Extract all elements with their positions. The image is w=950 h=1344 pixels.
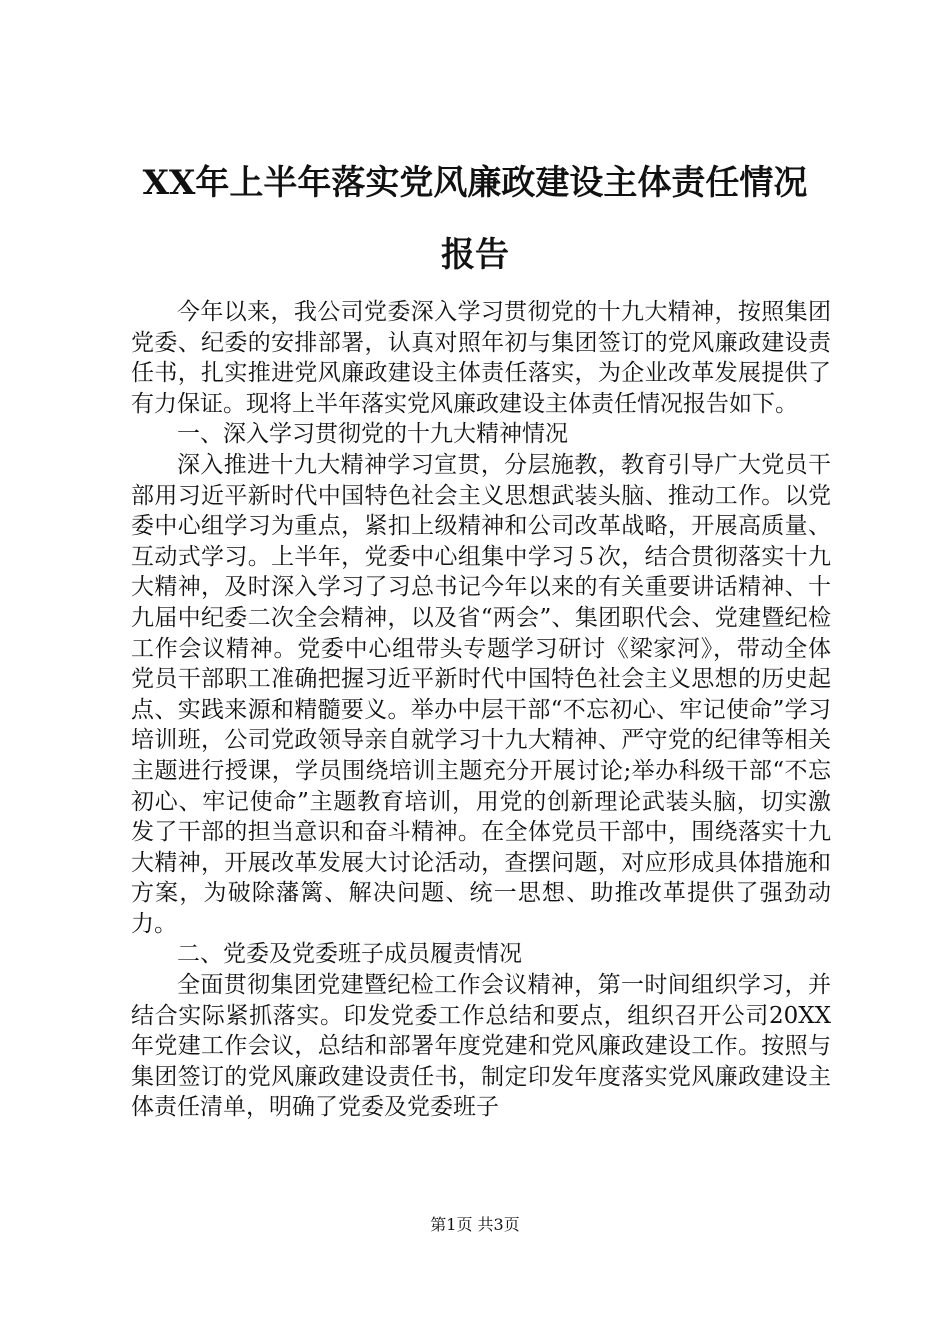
- document-title-line-2: 报告: [441, 235, 509, 275]
- page-number-footer: 第1页 共3页: [430, 1215, 520, 1234]
- document-body: [131, 297, 831, 1123]
- section-heading-2: 二、党委及党委班子成员履责情况: [177, 941, 522, 968]
- paragraph-intro: 今年以来，我公司党委深入学习贯彻党的十九大精神，按照集团党委、纪委的安排部署，认真对照年初与集团签订的党风廉政建设责任书，扎实推进党风廉政建设主体责任落实，为企业改革发展提供了有力保证。现将上半年落实党风廉政建设主体责任情况报告如下。: [131, 299, 831, 417]
- document-title-line-1: XX年上半年落实党风廉政建设主体责任情况: [142, 163, 808, 203]
- paragraph-section-2: 全面贯彻集团党建暨纪检工作会议精神，第一时间组织学习，并结合实际紧抓落实。印发党委工作总结和要点，组织召开公司20XX年党建工作会议，总结和部署年度党建和党风廉政建设工作。按照与集团签订的党风廉政建设责任书，制定印发年度落实党风廉政建设主体责任清单，明确了党委及党委班子: [131, 972, 831, 1121]
- section-heading-1: 一、深入学习贯彻党的十九大精神情况: [177, 421, 568, 448]
- paragraph-section-1: 深入推进十九大精神学习宣贯，分层施教，教育引导广大党员干部用习近平新时代中国特色社会主义思想武装头脑、推动工作。以党委中心组学习为重点，紧扣上级精神和公司改革战略，开展高质量、互动式学习。上半年，党委中心组集中学习５次，结合贯彻落实十九大精神，及时深入学习了习总书记今年以来的有关重要讲话精神、十九届中纪委二次全会精神，以及省“两会”、集团职代会、党建暨纪检工作会议精神。党委中心组带头专题学习研讨《梁家河》，带动全体党员干部职工准确把握习近平新时代中国特色社会主义思想的历史起点、实践来源和精髓要义。举办中层干部“不忘初心、牢记使命”学习培训班，公司党政领导亲自就学习十九大精神、严守党的纪律等相关主题进行授课，学员围绕培训主题充分开展讨论;举办科级干部“不忘初心、牢记使命”主题教育培训，用党的创新理论武装头脑，切实激发了干部的担当意识和奋斗精神。在全体党员干部中，围绕落实十九大精神，开展改革发展大讨论活动，查摆问题，对应形成具体措施和方案，为破除藩篱、解决问题、统一思想、助推改革提供了强劲动力。: [131, 451, 831, 937]
